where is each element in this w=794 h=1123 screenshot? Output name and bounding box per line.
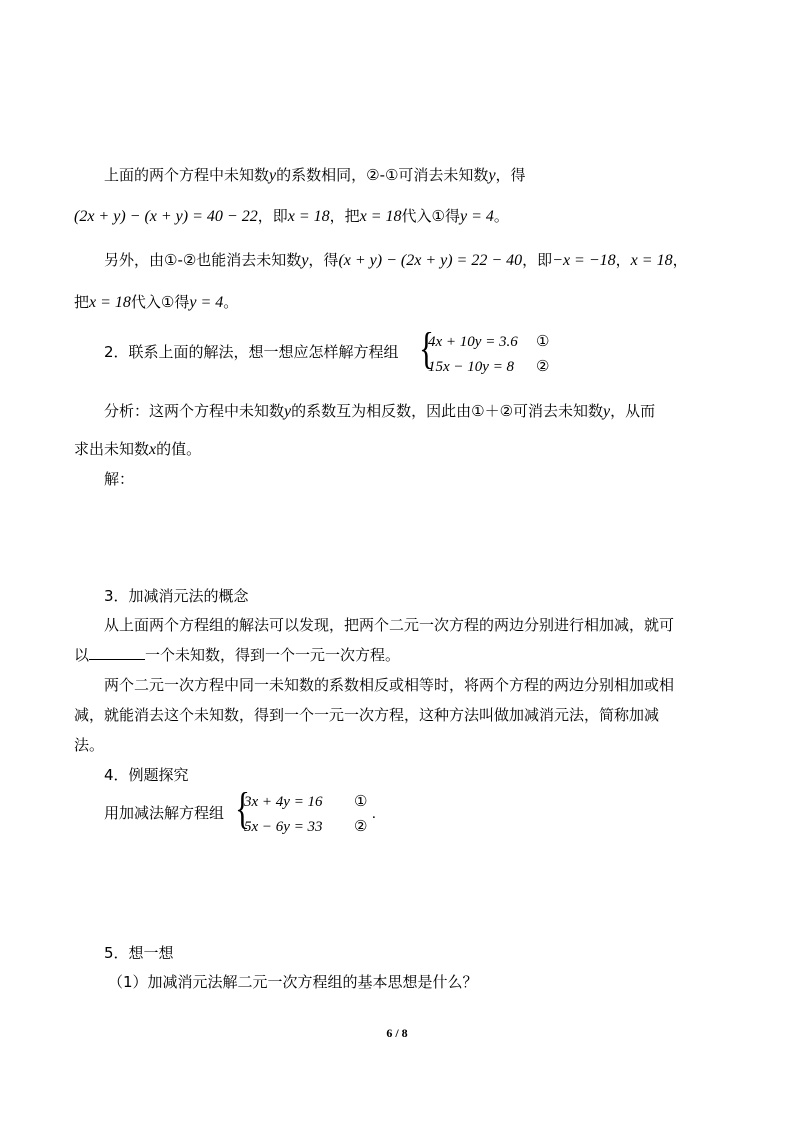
para-1: 上面的两个方程中未知数y的系数相同，②-①可消去未知数y，得 bbox=[104, 166, 526, 184]
analysis-line-1: 分析：这两个方程中未知数y的系数互为相反数，因此由①＋②可消去未知数y，从而 bbox=[104, 402, 656, 420]
equation-3: 3x + 4y = 16 bbox=[244, 794, 323, 810]
concept-line-4: 减，就能消去这个未知数，得到一个一元一次方程，这种方法叫做加减消元法，简称加减 bbox=[74, 706, 660, 724]
fill-in-blank bbox=[89, 645, 145, 660]
para-4: 把x = 18代入①得y = 4。 bbox=[74, 293, 239, 311]
analysis-line-2: 求出未知数x的值。 bbox=[74, 440, 202, 458]
question-3-title: 3．加减消元法的概念 bbox=[104, 587, 249, 605]
question-5-sub-1: （1）加减消元法解二元一次方程组的基本思想是什么？ bbox=[108, 973, 478, 991]
equation-3-mark: ① bbox=[354, 794, 368, 810]
question-2-label: 2．联系上面的解法，想一想应怎样解方程组 bbox=[104, 343, 399, 361]
question-4-label: 用加减法解方程组 bbox=[104, 804, 225, 822]
concept-line-3: 两个二元一次方程中同一未知数的系数相反或相等时，将两个方程的两边分别相加或相 bbox=[104, 676, 675, 694]
question-5-title: 5．想一想 bbox=[104, 944, 174, 962]
equation-4: 5x − 6y = 33 bbox=[244, 819, 323, 835]
question-4-title: 4．例题探究 bbox=[104, 766, 189, 784]
equation-1: 4x + 10y = 3.6 bbox=[428, 334, 518, 350]
concept-line-2: 以 一个未知数，得到一个一元一次方程。 bbox=[74, 646, 401, 664]
page-number: 6 / 8 bbox=[386, 1026, 408, 1040]
solution-label: 解： bbox=[104, 470, 135, 488]
brace-icon: { bbox=[235, 784, 250, 833]
para-2: (2x + y) − (x + y) = 40 − 22，即x = 18，把x = 18代入①得y = 4。 bbox=[74, 207, 509, 225]
concept-line-5: 法。 bbox=[74, 736, 105, 754]
brace-icon: { bbox=[419, 324, 434, 373]
equation-2-mark: ② bbox=[536, 359, 550, 375]
equation-1-mark: ① bbox=[536, 334, 550, 350]
system-period: . bbox=[372, 806, 376, 822]
equation-2: 15x − 10y = 8 bbox=[428, 359, 515, 375]
para-3: 另外，由①-②也能消去未知数y，得(x + y) − (2x + y) = 22 − 40，即−x = −18，x = 18， bbox=[104, 251, 688, 269]
equation-4-mark: ② bbox=[354, 819, 368, 835]
concept-line-1: 从上面两个方程组的解法可以发现，把两个二元一次方程的两边分别进行相加减，就可 bbox=[104, 616, 675, 634]
